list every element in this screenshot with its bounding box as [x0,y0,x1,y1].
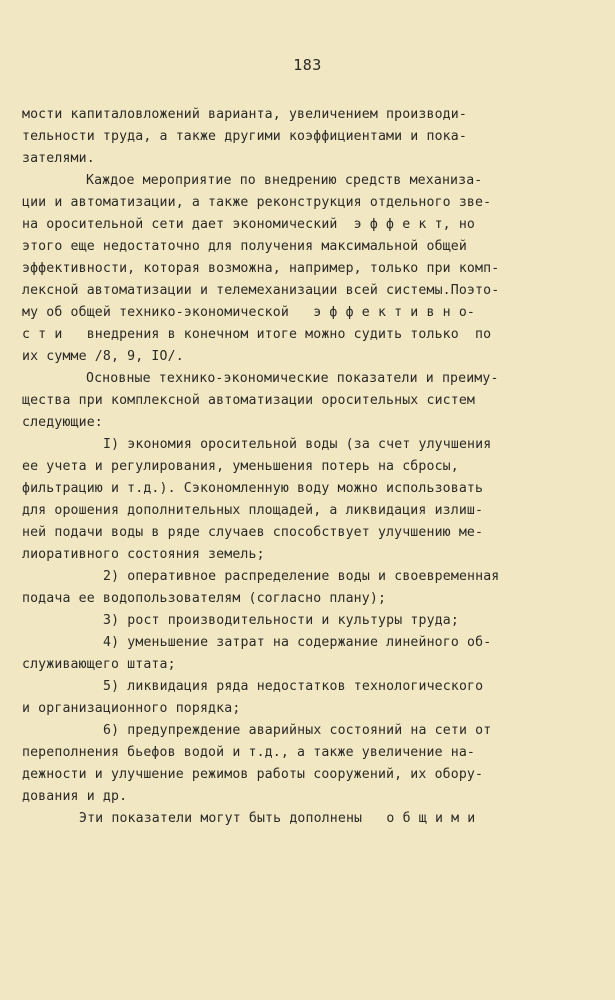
page-number: 183 [293,56,322,74]
text-line: Эти показатели могут быть дополнены о б щ и м и [79,811,476,826]
text-line: 2) оперативное распределение воды и своевременная [103,569,500,584]
text-line: для орошения дополнительных площадей, а ликвидация излиш- [22,503,484,518]
text-line: 4) уменьшение затрат на содержание линейного об- [103,635,492,650]
text-line: эффективности, которая возможна, например, только при комп- [22,261,500,276]
text-line: 5) ликвидация ряда недостатков технологического [103,679,484,694]
text-line: му об общей технико-экономической э ф ф е к т и в н о- [22,305,476,320]
text-line: ции и автоматизации, а также реконструкция отдельного зве- [22,195,492,210]
text-line: Каждое мероприятие по внедрению средств механиза- [86,173,483,188]
text-line: подача ее водопользователям (согласно плану); [22,591,387,606]
text-line: лиоративного состояния земель; [22,547,265,562]
text-line: зателями. [22,151,95,166]
text-line: с т и внедрения в конечном итоге можно судить только по [22,327,492,342]
text-line: I) экономия оросительной воды (за счет улучшения [103,437,492,452]
text-line: 6) предупреждение аварийных состояний на сети от [103,723,492,738]
text-line: их сумме /8, 9, IO/. [22,349,184,364]
text-line: и организационного порядка; [22,701,241,716]
text-line: переполнения бьефов водой и т.д., а также увеличение на- [22,745,476,760]
text-line: ее учета и регулирования, уменьшения потерь на сбросы, [22,459,459,474]
text-line: лексной автоматизации и телемеханизации всей системы.Поэто- [22,283,500,298]
text-line: следующие: [22,415,103,430]
text-line: дования и др. [22,789,128,804]
text-line: на оросительной сети дает экономический э ф ф е к т, но [22,217,476,232]
text-line: Основные технико-экономические показатели и преиму- [86,371,499,386]
text-line: служивающего штата; [22,657,176,672]
text-line: дежности и улучшение режимов работы сооружений, их обору- [22,767,484,782]
text-line: фильтрацию и т.д.). Сэкономленную воду можно использовать [22,481,484,496]
text-line: этого еще недостаточно для получения максимальной общей [22,239,467,254]
text-line: 3) рост производительности и культуры труда; [103,613,459,628]
text-line: тельности труда, а также другими коэффициентами и пока- [22,129,467,144]
text-line: щества при комплексной автоматизации оросительных систем [22,393,476,408]
text-line: ней подачи воды в ряде случаев способствует улучшению ме- [22,525,484,540]
text-line: мости капиталовложений варианта, увеличением производи- [22,107,467,122]
